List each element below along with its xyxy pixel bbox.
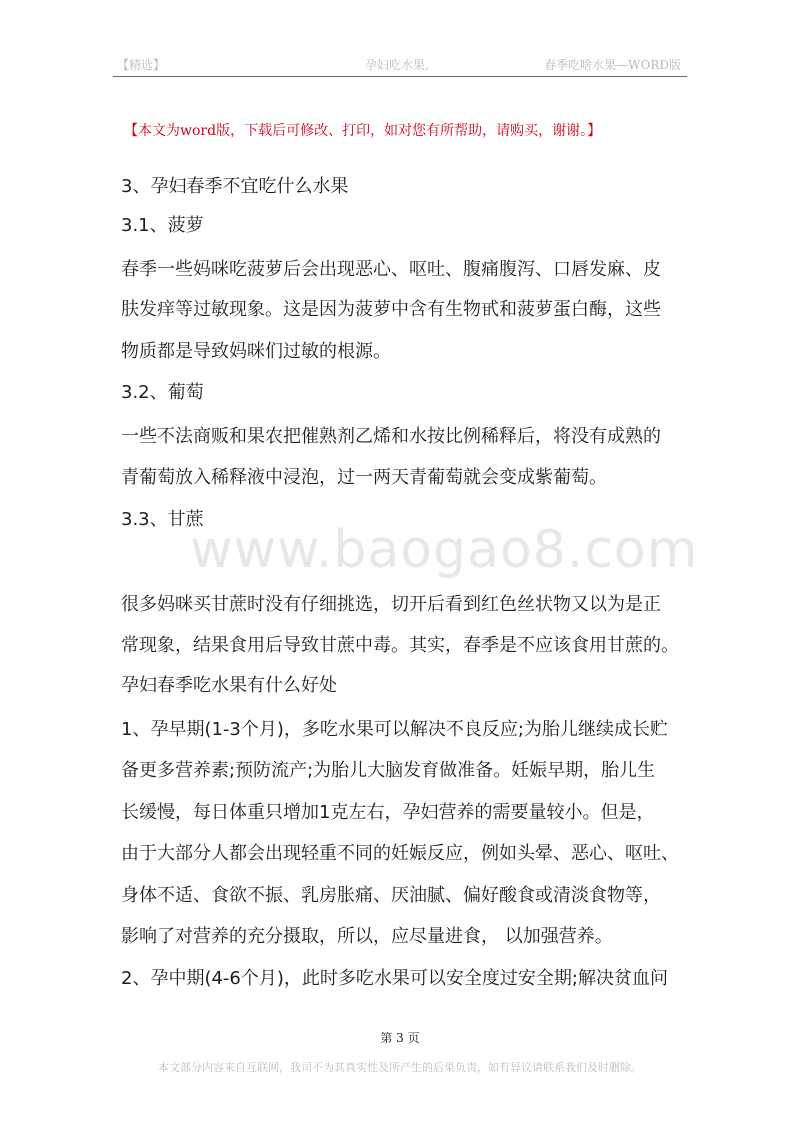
section-heading: 孕妇春季吃水果有什么好处 (121, 675, 337, 696)
subsection-heading: 3.2、葡萄 (121, 382, 204, 403)
paragraph-line: 一些不法商贩和果农把催熟剂乙烯和水按比例稀释后，将没有成熟的 (121, 426, 661, 447)
page-number: 第 3 页 (380, 1031, 420, 1045)
site-watermark: www.baogao8.com (190, 520, 699, 580)
header-divider (113, 76, 687, 77)
header-topic: 孕妇吃水果, (365, 58, 429, 72)
paragraph-line: 1、孕早期(1-3个月)，多吃水果可以解决不良反应;为胎儿继续成长贮 (121, 719, 668, 740)
paragraph-line: 常现象，结果食用后导致甘蔗中毒。其实，春季是不应该食用甘蔗的。 (121, 635, 679, 656)
paragraph-line: 备更多营养素;预防流产;为胎儿大脑发育做准备。妊娠早期，胎儿生 (121, 760, 656, 781)
header-doc-title: 春季吃啥水果—WORD版 (544, 58, 681, 72)
footer-disclaimer: 本文部分内容来自互联网，我司不为其真实性及所产生的后果负责，如有异议请联系我们及时删除。 (158, 1061, 642, 1074)
page-header (113, 56, 687, 76)
paragraph-line: 身体不适、食欲不振、乳房胀痛、厌油腻、偏好酸食或清淡食物等， (121, 885, 661, 906)
paragraph-line: 春季一些妈咪吃菠萝后会出现恶心、呕吐、腹痛腹泻、口唇发麻、皮 (121, 259, 661, 280)
paragraph-line: 很多妈咪买甘蔗时没有仔细挑选，切开后看到红色丝状物又以为是正 (121, 594, 661, 615)
download-notice: 【本文为word版，下载后可修改、打印，如对您有所帮助，请购买，谢谢。】 (124, 123, 602, 139)
paragraph-line: 青葡萄放入稀释液中浸泡，过一两天青葡萄就会变成紫葡萄。 (121, 467, 607, 488)
paragraph-line: 影响了对营养的充分摄取，所以，应尽量进食， 以加强营养。 (121, 926, 613, 947)
subsection-heading: 3.3、甘蔗 (121, 509, 204, 530)
paragraph-line: 由于大部分人都会出现轻重不同的妊娠反应，例如头晕、恶心、呕吐、 (121, 843, 679, 864)
paragraph-line: 2、孕中期(4-6个月)，此时多吃水果可以安全度过安全期;解决贫血问 (121, 968, 668, 989)
paragraph-line: 肤发痒等过敏现象。这是因为菠萝中含有生物甙和菠萝蛋白酶，这些 (121, 299, 661, 320)
header-tag: 【精选】 (117, 58, 166, 72)
section-heading: 3、孕妇春季不宜吃什么水果 (121, 176, 349, 197)
paragraph-line: 物质都是导致妈咪们过敏的根源。 (121, 341, 391, 362)
subsection-heading: 3.1、菠萝 (121, 215, 204, 236)
paragraph-line: 长缓慢，每日体重只增加1克左右，孕妇营养的需要量较小。但是， (121, 802, 655, 823)
